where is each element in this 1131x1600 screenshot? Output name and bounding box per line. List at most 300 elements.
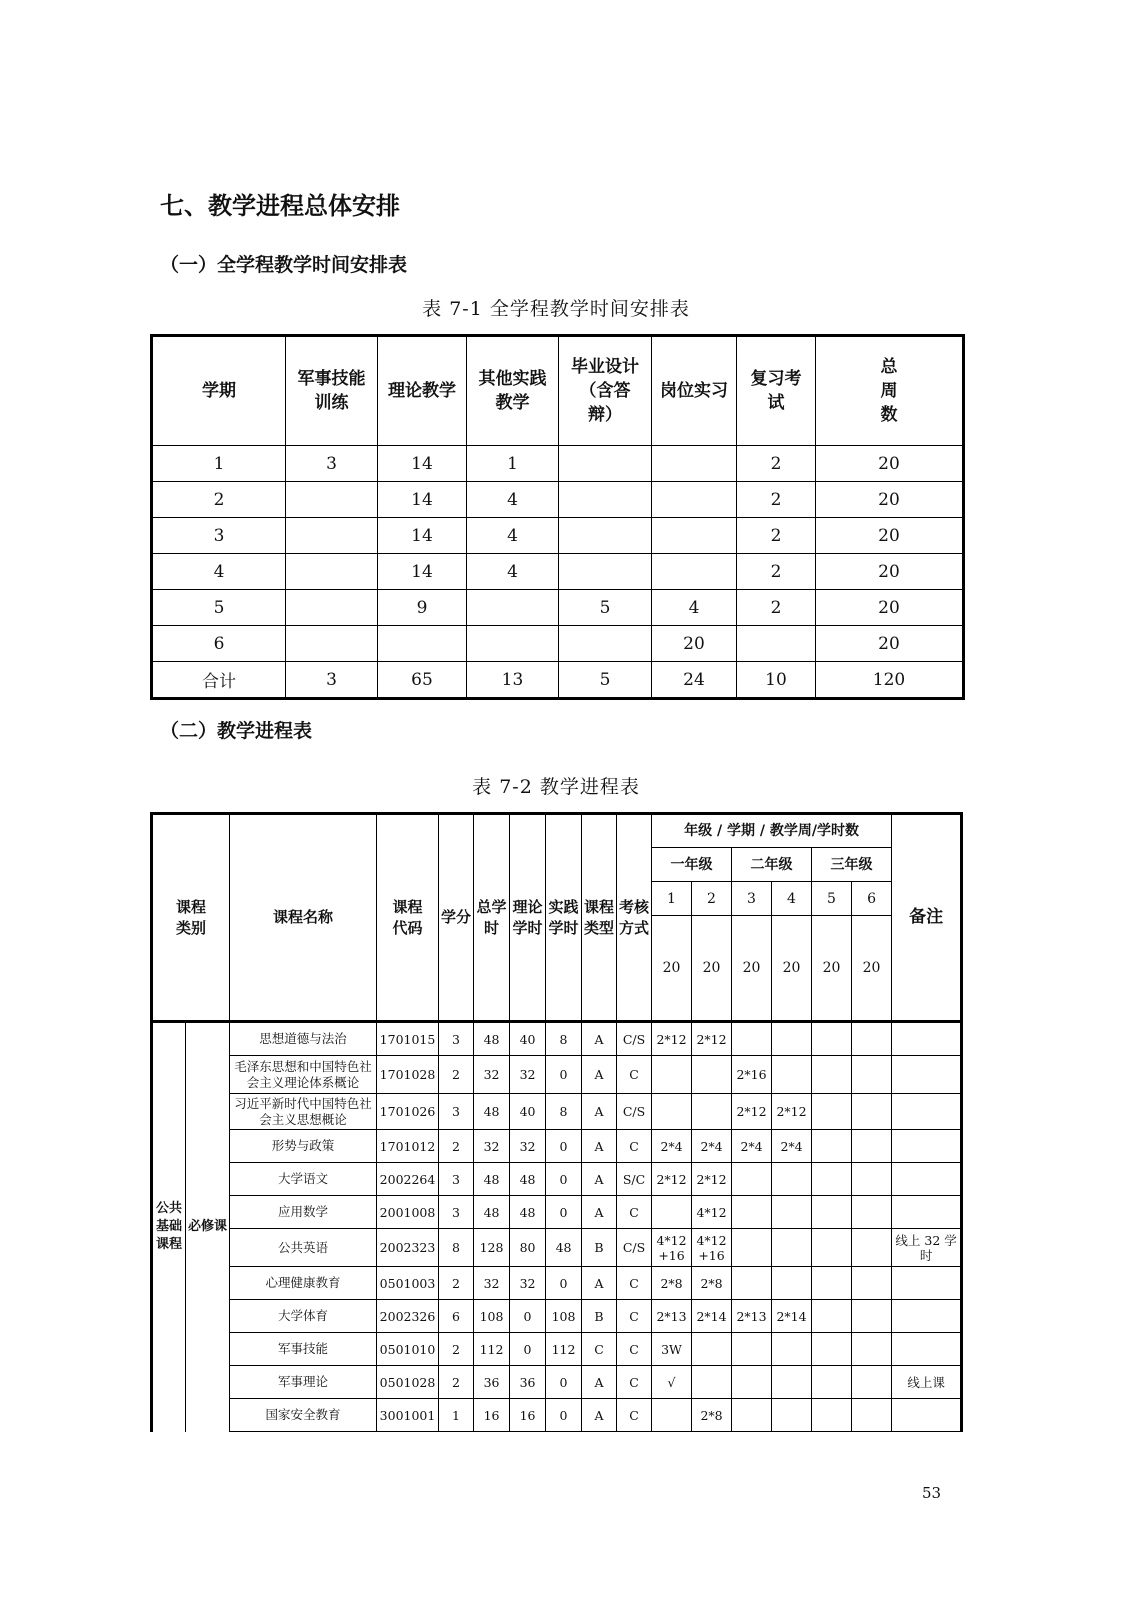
table1-header-cell: 其他实践教学 xyxy=(467,336,559,446)
course-total-cell: 108 xyxy=(474,1300,510,1333)
semester-header: 2 xyxy=(692,882,732,916)
course-s1-cell xyxy=(652,1196,692,1229)
course-theory-cell: 48 xyxy=(510,1163,546,1196)
course-s1-cell xyxy=(652,1094,692,1130)
course-code-cell: 2002326 xyxy=(377,1300,439,1333)
table2-row xyxy=(152,1022,962,1056)
course-type-cell: A xyxy=(582,1399,617,1432)
course-s6-cell xyxy=(852,1196,892,1229)
table1-cell xyxy=(286,626,378,662)
semester-time-table xyxy=(150,334,965,700)
table1-cell: 14 xyxy=(378,554,467,590)
course-name-cell: 毛泽东思想和中国特色社会主义理论体系概论 xyxy=(230,1056,377,1094)
course-s4-cell xyxy=(772,1267,812,1300)
table1-cell xyxy=(559,518,652,554)
table1-cell: 3 xyxy=(286,446,378,482)
course-practice-cell: 8 xyxy=(546,1094,582,1130)
table1-row xyxy=(152,446,964,482)
table1-cell: 13 xyxy=(467,662,559,699)
table1-cell: 2 xyxy=(737,590,816,626)
course-name-cell: 军事技能 xyxy=(230,1333,377,1366)
course-type-cell: A xyxy=(582,1056,617,1094)
course-total-cell: 36 xyxy=(474,1366,510,1399)
course-type-cell: A xyxy=(582,1267,617,1300)
course-code-cell: 0501010 xyxy=(377,1333,439,1366)
table1-cell xyxy=(559,554,652,590)
course-exam-cell: C xyxy=(617,1130,652,1163)
course-exam-cell: C/S xyxy=(617,1229,652,1267)
course-name-cell: 思想道德与法治 xyxy=(230,1022,377,1056)
page-number: 53 xyxy=(922,1484,942,1502)
table1-cell xyxy=(652,518,737,554)
course-practice-cell: 108 xyxy=(546,1300,582,1333)
course-s5-cell xyxy=(812,1094,852,1130)
theory-hours-header: 理论学时 xyxy=(510,814,546,1022)
course-credit-cell: 3 xyxy=(439,1196,474,1229)
course-s5-cell xyxy=(812,1196,852,1229)
course-s2-cell xyxy=(692,1366,732,1399)
course-exam-cell: C/S xyxy=(617,1094,652,1130)
course-s1-cell: 2*8 xyxy=(652,1267,692,1300)
course-theory-cell: 40 xyxy=(510,1022,546,1056)
exam-mode-header: 考核方式 xyxy=(617,814,652,1022)
table1-cell: 4 xyxy=(152,554,286,590)
course-name-cell: 应用数学 xyxy=(230,1196,377,1229)
table1-cell: 9 xyxy=(378,590,467,626)
table1-header-cell: 毕业设计（含答辩） xyxy=(559,336,652,446)
teaching-progress-table xyxy=(150,812,963,1432)
course-credit-cell: 1 xyxy=(439,1399,474,1432)
course-name-cell: 形势与政策 xyxy=(230,1130,377,1163)
table1-cell: 5 xyxy=(152,590,286,626)
course-theory-cell: 0 xyxy=(510,1300,546,1333)
course-remark-cell xyxy=(892,1130,962,1163)
course-s4-cell xyxy=(772,1366,812,1399)
section-title: 七、教学进程总体安排 xyxy=(160,192,400,220)
course-s5-cell xyxy=(812,1130,852,1163)
course-practice-cell: 0 xyxy=(546,1196,582,1229)
table1-cell: 3 xyxy=(286,662,378,699)
course-credit-cell: 2 xyxy=(439,1267,474,1300)
course-code-cell: 1701028 xyxy=(377,1056,439,1094)
course-s4-cell: 2*14 xyxy=(772,1300,812,1333)
semester-header: 6 xyxy=(852,882,892,916)
course-theory-cell: 32 xyxy=(510,1267,546,1300)
course-practice-cell: 0 xyxy=(546,1130,582,1163)
table1-cell: 4 xyxy=(467,518,559,554)
course-credit-cell: 2 xyxy=(439,1366,474,1399)
table1-cell: 合计 xyxy=(152,662,286,699)
table1-cell xyxy=(737,626,816,662)
weeks-cell: 20 xyxy=(772,916,812,1022)
course-total-cell: 48 xyxy=(474,1163,510,1196)
year-header: 三年级 xyxy=(812,848,892,882)
semester-header: 4 xyxy=(772,882,812,916)
table1-cell xyxy=(286,518,378,554)
course-code-cell: 1701012 xyxy=(377,1130,439,1163)
course-theory-cell: 32 xyxy=(510,1130,546,1163)
course-s1-cell: 3W xyxy=(652,1333,692,1366)
course-theory-cell: 36 xyxy=(510,1366,546,1399)
table1-cell: 2 xyxy=(737,518,816,554)
course-total-cell: 32 xyxy=(474,1056,510,1094)
course-name-cell: 国家安全教育 xyxy=(230,1399,377,1432)
course-s5-cell xyxy=(812,1366,852,1399)
table1-header-cell: 岗位实习 xyxy=(652,336,737,446)
course-s2-cell: 2*12 xyxy=(692,1022,732,1056)
course-s3-cell xyxy=(732,1163,772,1196)
table1-header-cell: 复习考试 xyxy=(737,336,816,446)
course-theory-cell: 32 xyxy=(510,1056,546,1094)
table1-cell: 14 xyxy=(378,518,467,554)
course-s1-cell: 4*12 +16 xyxy=(652,1229,692,1267)
weeks-cell: 20 xyxy=(652,916,692,1022)
table2-row xyxy=(152,1130,962,1163)
course-remark-cell: 线上 32 学时 xyxy=(892,1229,962,1267)
course-exam-cell: C xyxy=(617,1399,652,1432)
course-s2-cell: 2*8 xyxy=(692,1267,732,1300)
table1-cell: 20 xyxy=(816,518,964,554)
table1-cell: 14 xyxy=(378,482,467,518)
course-s3-cell: 2*12 xyxy=(732,1094,772,1130)
table1-cell: 20 xyxy=(816,446,964,482)
course-s2-cell xyxy=(692,1056,732,1094)
total-hours-header: 总学时 xyxy=(474,814,510,1022)
course-s3-cell: 2*13 xyxy=(732,1300,772,1333)
table1-cell: 2 xyxy=(737,482,816,518)
course-name-cell: 大学体育 xyxy=(230,1300,377,1333)
course-s1-cell: 2*12 xyxy=(652,1022,692,1056)
table1-cell xyxy=(467,590,559,626)
subsection-title-schedule: （一）全学程教学时间安排表 xyxy=(160,254,408,276)
course-exam-cell: C xyxy=(617,1056,652,1094)
course-credit-cell: 3 xyxy=(439,1094,474,1130)
table1-cell: 6 xyxy=(152,626,286,662)
course-remark-cell xyxy=(892,1196,962,1229)
course-total-cell: 48 xyxy=(474,1094,510,1130)
table1-cell: 4 xyxy=(652,590,737,626)
course-practice-cell: 8 xyxy=(546,1022,582,1056)
course-practice-cell: 48 xyxy=(546,1229,582,1267)
grade-group-header: 年级 / 学期 / 教学周/学时数 xyxy=(652,814,892,848)
course-name-cell: 心理健康教育 xyxy=(230,1267,377,1300)
course-s5-cell xyxy=(812,1022,852,1056)
course-code-cell: 1701015 xyxy=(377,1022,439,1056)
table1-cell: 14 xyxy=(378,446,467,482)
table1-cell: 4 xyxy=(467,554,559,590)
course-s3-cell xyxy=(732,1196,772,1229)
course-code-cell: 0501028 xyxy=(377,1366,439,1399)
table2-row xyxy=(152,1300,962,1333)
course-type-header: 课程类型 xyxy=(582,814,617,1022)
course-s3-cell xyxy=(732,1229,772,1267)
course-type-cell: A xyxy=(582,1094,617,1130)
table1-row xyxy=(152,662,964,699)
course-practice-cell: 0 xyxy=(546,1163,582,1196)
course-credit-cell: 2 xyxy=(439,1130,474,1163)
table1-cell: 20 xyxy=(816,482,964,518)
table1-cell: 20 xyxy=(652,626,737,662)
course-name-cell: 习近平新时代中国特色社会主义思想概论 xyxy=(230,1094,377,1130)
category-sub-cell: 必修课 xyxy=(186,1022,230,1432)
course-s2-cell: 2*8 xyxy=(692,1399,732,1432)
weeks-cell: 20 xyxy=(732,916,772,1022)
course-s1-cell: 2*12 xyxy=(652,1163,692,1196)
course-remark-cell xyxy=(892,1163,962,1196)
course-total-cell: 32 xyxy=(474,1267,510,1300)
course-remark-cell: 线上课 xyxy=(892,1366,962,1399)
table2-row xyxy=(152,1163,962,1196)
course-remark-cell xyxy=(892,1056,962,1094)
course-s2-cell: 2*4 xyxy=(692,1130,732,1163)
table1-row xyxy=(152,554,964,590)
weeks-cell: 20 xyxy=(852,916,892,1022)
year-header: 一年级 xyxy=(652,848,732,882)
course-theory-cell: 40 xyxy=(510,1094,546,1130)
table2-row xyxy=(152,1267,962,1300)
course-s6-cell xyxy=(852,1094,892,1130)
table1-header-row xyxy=(152,336,964,446)
course-type-cell: A xyxy=(582,1130,617,1163)
course-s6-cell xyxy=(852,1130,892,1163)
table2-row xyxy=(152,1056,962,1094)
table1-header-cell: 理论教学 xyxy=(378,336,467,446)
course-code-cell: 2002264 xyxy=(377,1163,439,1196)
table1-cell xyxy=(652,554,737,590)
course-type-cell: B xyxy=(582,1300,617,1333)
course-name-header: 课程名称 xyxy=(230,814,377,1022)
course-s1-cell xyxy=(652,1399,692,1432)
course-practice-cell: 0 xyxy=(546,1267,582,1300)
course-total-cell: 48 xyxy=(474,1196,510,1229)
course-s4-cell: 2*4 xyxy=(772,1130,812,1163)
course-practice-cell: 112 xyxy=(546,1333,582,1366)
semester-header: 3 xyxy=(732,882,772,916)
course-type-cell: A xyxy=(582,1022,617,1056)
credit-header: 学分 xyxy=(439,814,474,1022)
course-type-cell: A xyxy=(582,1163,617,1196)
table1-cell xyxy=(467,626,559,662)
course-theory-cell: 16 xyxy=(510,1399,546,1432)
table1-cell: 2 xyxy=(152,482,286,518)
course-theory-cell: 0 xyxy=(510,1333,546,1366)
table1-cell: 4 xyxy=(467,482,559,518)
course-s3-cell xyxy=(732,1022,772,1056)
course-s2-cell: 2*14 xyxy=(692,1300,732,1333)
course-s6-cell xyxy=(852,1163,892,1196)
course-remark-cell xyxy=(892,1300,962,1333)
course-remark-cell xyxy=(892,1094,962,1130)
course-s6-cell xyxy=(852,1300,892,1333)
semester-header: 1 xyxy=(652,882,692,916)
table1-cell: 20 xyxy=(816,626,964,662)
course-name-cell: 大学语文 xyxy=(230,1163,377,1196)
course-s3-cell xyxy=(732,1366,772,1399)
course-s6-cell xyxy=(852,1056,892,1094)
course-remark-cell xyxy=(892,1333,962,1366)
table1-cell xyxy=(652,482,737,518)
table1-cell xyxy=(286,482,378,518)
table2-header-row xyxy=(152,814,962,848)
table1-cell: 20 xyxy=(816,590,964,626)
course-s2-cell: 2*12 xyxy=(692,1163,732,1196)
course-total-cell: 48 xyxy=(474,1022,510,1056)
course-s3-cell: 2*4 xyxy=(732,1130,772,1163)
table1-row xyxy=(152,626,964,662)
table1-cell xyxy=(378,626,467,662)
course-s6-cell xyxy=(852,1399,892,1432)
table1-cell: 20 xyxy=(816,554,964,590)
course-s5-cell xyxy=(812,1300,852,1333)
course-s5-cell xyxy=(812,1163,852,1196)
course-s4-cell: 2*12 xyxy=(772,1094,812,1130)
table1-row xyxy=(152,482,964,518)
semester-header: 5 xyxy=(812,882,852,916)
course-total-cell: 32 xyxy=(474,1130,510,1163)
table1-cell: 10 xyxy=(737,662,816,699)
course-s2-cell xyxy=(692,1333,732,1366)
table1-row xyxy=(152,518,964,554)
table1-cell: 2 xyxy=(737,554,816,590)
course-exam-cell: C xyxy=(617,1196,652,1229)
course-s2-cell: 4*12 xyxy=(692,1196,732,1229)
course-remark-cell xyxy=(892,1022,962,1056)
course-s2-cell: 4*12 +16 xyxy=(692,1229,732,1267)
course-type-cell: A xyxy=(582,1366,617,1399)
table1-row xyxy=(152,590,964,626)
table2-row xyxy=(152,1399,962,1432)
course-s4-cell xyxy=(772,1196,812,1229)
course-s3-cell xyxy=(732,1333,772,1366)
weeks-cell: 20 xyxy=(692,916,732,1022)
course-remark-cell xyxy=(892,1399,962,1432)
course-s4-cell xyxy=(772,1056,812,1094)
course-s4-cell xyxy=(772,1333,812,1366)
table1-cell: 5 xyxy=(559,590,652,626)
course-remark-cell xyxy=(892,1267,962,1300)
table1-cell xyxy=(559,626,652,662)
course-code-cell: 2002323 xyxy=(377,1229,439,1267)
course-s1-cell: √ xyxy=(652,1366,692,1399)
table1-header-cell: 军事技能训练 xyxy=(286,336,378,446)
course-s6-cell xyxy=(852,1366,892,1399)
table1-header-cell: 总周数 xyxy=(816,336,964,446)
table2-row xyxy=(152,1229,962,1267)
table1-cell: 3 xyxy=(152,518,286,554)
table1-cell xyxy=(559,482,652,518)
course-s2-cell xyxy=(692,1094,732,1130)
course-exam-cell: C xyxy=(617,1333,652,1366)
table1-cell: 5 xyxy=(559,662,652,699)
course-type-cell: C xyxy=(582,1333,617,1366)
course-s5-cell xyxy=(812,1056,852,1094)
course-s3-cell: 2*16 xyxy=(732,1056,772,1094)
table2-row xyxy=(152,1366,962,1399)
table1-cell xyxy=(559,446,652,482)
subsection-title-progress: （二）教学进程表 xyxy=(160,720,313,742)
course-total-cell: 16 xyxy=(474,1399,510,1432)
course-s5-cell xyxy=(812,1333,852,1366)
course-theory-cell: 48 xyxy=(510,1196,546,1229)
course-exam-cell: C xyxy=(617,1366,652,1399)
course-code-header: 课程代码 xyxy=(377,814,439,1022)
course-type-cell: A xyxy=(582,1196,617,1229)
course-code-cell: 3001001 xyxy=(377,1399,439,1432)
course-credit-cell: 2 xyxy=(439,1333,474,1366)
course-s1-cell: 2*4 xyxy=(652,1130,692,1163)
course-s1-cell xyxy=(652,1056,692,1094)
course-name-cell: 公共英语 xyxy=(230,1229,377,1267)
course-s6-cell xyxy=(852,1229,892,1267)
course-practice-cell: 0 xyxy=(546,1056,582,1094)
course-s3-cell xyxy=(732,1267,772,1300)
course-code-cell: 1701026 xyxy=(377,1094,439,1130)
table1-cell xyxy=(286,554,378,590)
course-s6-cell xyxy=(852,1267,892,1300)
course-s4-cell xyxy=(772,1229,812,1267)
course-practice-cell: 0 xyxy=(546,1399,582,1432)
table1-cell: 2 xyxy=(737,446,816,482)
table1-cell: 65 xyxy=(378,662,467,699)
course-s5-cell xyxy=(812,1267,852,1300)
course-practice-cell: 0 xyxy=(546,1366,582,1399)
category-main-cell: 公共基础课程 xyxy=(152,1022,186,1432)
remark-header: 备注 xyxy=(892,814,962,1022)
course-s6-cell xyxy=(852,1333,892,1366)
course-name-cell: 军事理论 xyxy=(230,1366,377,1399)
course-theory-cell: 80 xyxy=(510,1229,546,1267)
course-credit-cell: 3 xyxy=(439,1022,474,1056)
weeks-cell: 20 xyxy=(812,916,852,1022)
table1-cell: 24 xyxy=(652,662,737,699)
course-exam-cell: C xyxy=(617,1300,652,1333)
table1-cell xyxy=(286,590,378,626)
table2-row xyxy=(152,1333,962,1366)
course-credit-cell: 2 xyxy=(439,1056,474,1094)
course-exam-cell: S/C xyxy=(617,1163,652,1196)
course-credit-cell: 8 xyxy=(439,1229,474,1267)
course-s4-cell xyxy=(772,1022,812,1056)
practice-hours-header: 实践学时 xyxy=(546,814,582,1022)
category-header: 课程类别 xyxy=(152,814,230,1022)
course-s5-cell xyxy=(812,1399,852,1432)
course-total-cell: 112 xyxy=(474,1333,510,1366)
table1-cell: 1 xyxy=(152,446,286,482)
course-s1-cell: 2*13 xyxy=(652,1300,692,1333)
course-code-cell: 2001008 xyxy=(377,1196,439,1229)
table1-cell: 1 xyxy=(467,446,559,482)
course-s4-cell xyxy=(772,1163,812,1196)
table1-cell xyxy=(652,446,737,482)
table2-row xyxy=(152,1094,962,1130)
course-total-cell: 128 xyxy=(474,1229,510,1267)
table1-cell: 120 xyxy=(816,662,964,699)
course-exam-cell: C xyxy=(617,1267,652,1300)
table2-row xyxy=(152,1196,962,1229)
course-type-cell: B xyxy=(582,1229,617,1267)
year-header: 二年级 xyxy=(732,848,812,882)
course-exam-cell: C/S xyxy=(617,1022,652,1056)
table1-caption: 表 7-1 全学程教学时间安排表 xyxy=(422,298,690,320)
table1-header-cell: 学期 xyxy=(152,336,286,446)
course-s6-cell xyxy=(852,1022,892,1056)
course-credit-cell: 3 xyxy=(439,1163,474,1196)
course-credit-cell: 6 xyxy=(439,1300,474,1333)
course-s5-cell xyxy=(812,1229,852,1267)
course-s4-cell xyxy=(772,1399,812,1432)
course-code-cell: 0501003 xyxy=(377,1267,439,1300)
table2-caption: 表 7-2 教学进程表 xyxy=(472,776,640,798)
